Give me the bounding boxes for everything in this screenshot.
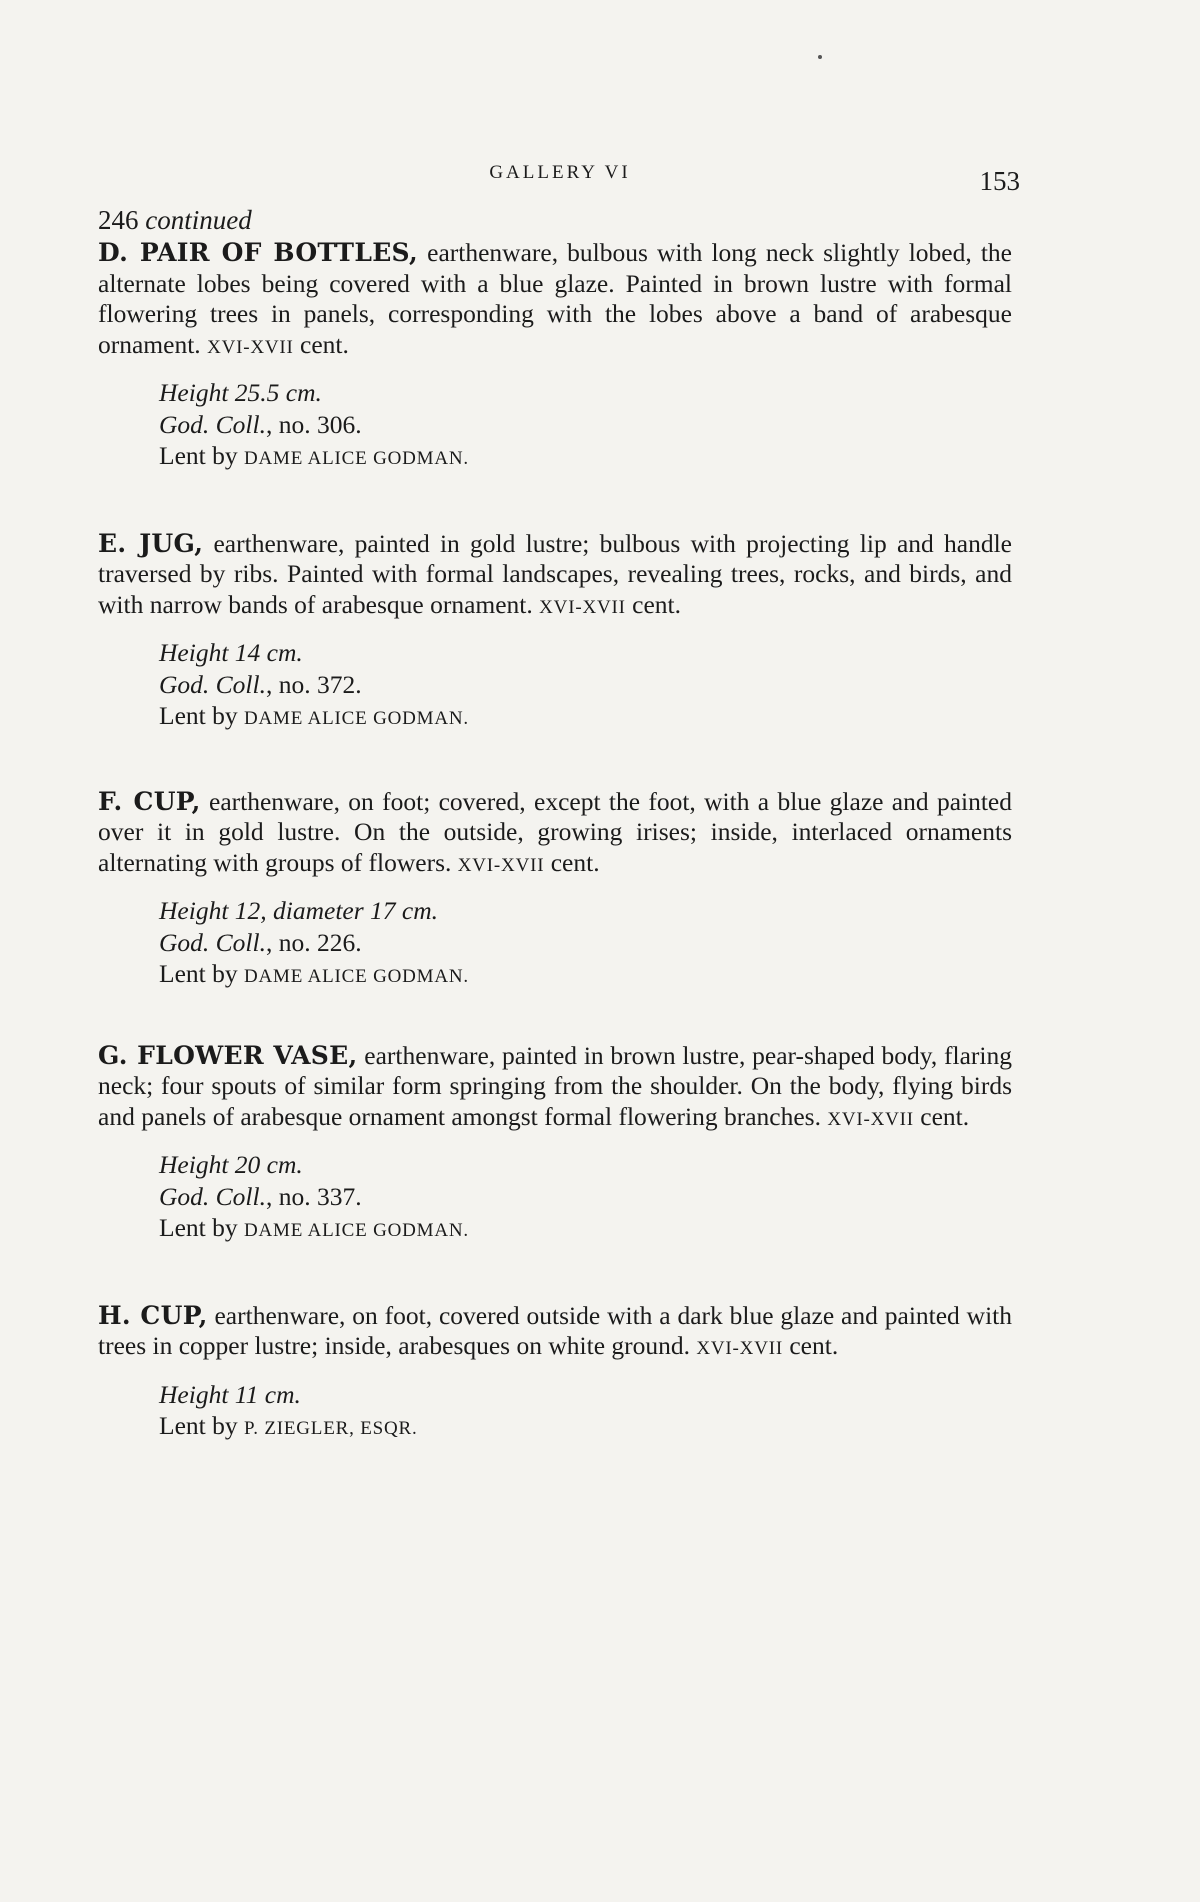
entry-period-suffix: cent. <box>544 847 600 877</box>
entry-body: earthenware, bulbous with long neck slightly lobed, the alternate lobes being covered with a blue glaze. Painted in brown lustre with formal flowering trees in panels, corresponding with the lobes above a band of arabesque ornament. <box>98 238 1012 359</box>
entry-lender: DAME ALICE GODMAN. <box>243 966 469 987</box>
catalogue-entry-f <box>98 787 1012 993</box>
catalogue-number: 246 <box>98 205 139 235</box>
entry-lent-prefix: Lent by <box>159 959 244 988</box>
entry-collection: God. Coll. <box>159 927 266 957</box>
running-head: GALLERY VI <box>489 162 631 183</box>
entry-lender: DAME ALICE GODMAN. <box>243 708 469 729</box>
entry-collection-no: , no. 226. <box>265 927 362 957</box>
entry-body: earthenware, on foot, covered outside with a dark blue glaze and painted with trees in copper lustre; inside, arabesques on white ground. <box>98 1300 1013 1360</box>
page-number: 153 <box>979 166 1020 196</box>
page-content <box>98 204 1012 1445</box>
entry-lender: DAME ALICE GODMAN. <box>243 448 469 469</box>
catalogue-entry-h <box>98 1301 1012 1445</box>
entry-title: E. JUG, <box>98 528 204 558</box>
entry-collection-no: , no. 306. <box>265 409 362 439</box>
entry-collection-line <box>159 669 1012 701</box>
catalogue-entry-e <box>98 529 1012 735</box>
continued-label: continued <box>145 205 252 235</box>
entry-title: D. PAIR OF BOTTLES, <box>98 238 419 267</box>
entry-lender-line <box>159 1410 1012 1445</box>
entry-period-suffix: cent. <box>625 589 681 619</box>
entry-period-suffix: cent. <box>913 1101 970 1131</box>
entry-lender-line <box>159 958 1012 993</box>
entry-height: Height 25.5 cm. <box>159 378 322 407</box>
continued-heading <box>98 204 1012 236</box>
entry-period: XVI-XVII <box>827 1108 914 1130</box>
entry-title: H. CUP, <box>98 1300 208 1330</box>
entry-description <box>98 1301 1012 1365</box>
entry-lender: DAME ALICE GODMAN. <box>243 1220 469 1241</box>
entry-period: XVI-XVII <box>207 336 294 358</box>
entry-lender-line <box>159 1212 1012 1247</box>
entry-period: XVI-XVII <box>696 1338 783 1359</box>
entry-lender-line <box>159 440 1012 475</box>
ink-speck <box>818 55 822 59</box>
entry-body: earthenware, painted in brown lustre, pear-shaped body, flaring neck; four spouts of similar form springing from the shoulder. On the body, flying birds and panels of arabesque ornament amongst formal flowering branches. <box>98 1040 1013 1131</box>
entry-collection-line <box>159 1181 1012 1213</box>
entry-height: Height 20 cm. <box>159 1150 303 1179</box>
entry-body: earthenware, on foot; covered, except the foot, with a blue glaze and painted over it in gold lustre. On the outside, growing irises; inside, interlaced ornaments alternating with groups of flowers. <box>98 786 1012 877</box>
entry-details <box>159 637 1012 735</box>
entry-height: Height 12, diameter 17 cm. <box>159 896 439 925</box>
entry-lent-prefix: Lent by <box>159 1411 244 1440</box>
entry-period: XVI-XVII <box>457 854 545 876</box>
entry-collection: God. Coll. <box>159 669 266 699</box>
entry-title: G. FLOWER VASE, <box>98 1040 358 1070</box>
entry-description <box>98 529 1012 624</box>
entry-lender-line <box>159 700 1012 735</box>
entry-description <box>98 787 1012 882</box>
entry-description <box>98 238 1012 363</box>
entry-collection-line <box>159 927 1012 959</box>
entry-details <box>159 377 1012 475</box>
page-header <box>100 162 1020 202</box>
entry-period-suffix: cent. <box>782 1331 839 1360</box>
catalogue-entry-d <box>98 238 1012 475</box>
entry-collection-no: , no. 372. <box>265 669 362 699</box>
entry-collection: God. Coll. <box>159 1181 266 1211</box>
entry-lent-prefix: Lent by <box>159 1213 244 1242</box>
entry-collection: God. Coll. <box>159 409 266 439</box>
entry-period: XVI-XVII <box>539 596 626 618</box>
entry-lender: P. ZIEGLER, ESQR. <box>243 1418 418 1439</box>
entry-height: Height 14 cm. <box>159 638 303 667</box>
entry-collection-no: , no. 337. <box>265 1181 362 1211</box>
entry-details <box>159 895 1012 993</box>
entry-details <box>159 1149 1012 1247</box>
entry-description <box>98 1041 1012 1136</box>
entry-body: earthenware, painted in gold lustre; bulbous with projecting lip and handle traversed by ribs. Painted with formal landscapes, revealing trees, rocks, and birds, and with narrow bands of arabesque ornament. <box>98 528 1012 619</box>
entry-title: F. CUP, <box>98 786 201 816</box>
entry-period-suffix: cent. <box>293 329 349 359</box>
entry-lent-prefix: Lent by <box>159 701 244 730</box>
entry-height: Height 11 cm. <box>159 1379 301 1409</box>
entry-collection-line <box>159 409 1012 441</box>
entry-lent-prefix: Lent by <box>159 441 244 470</box>
entry-details <box>159 1379 1012 1445</box>
catalogue-entry-g <box>98 1041 1012 1247</box>
